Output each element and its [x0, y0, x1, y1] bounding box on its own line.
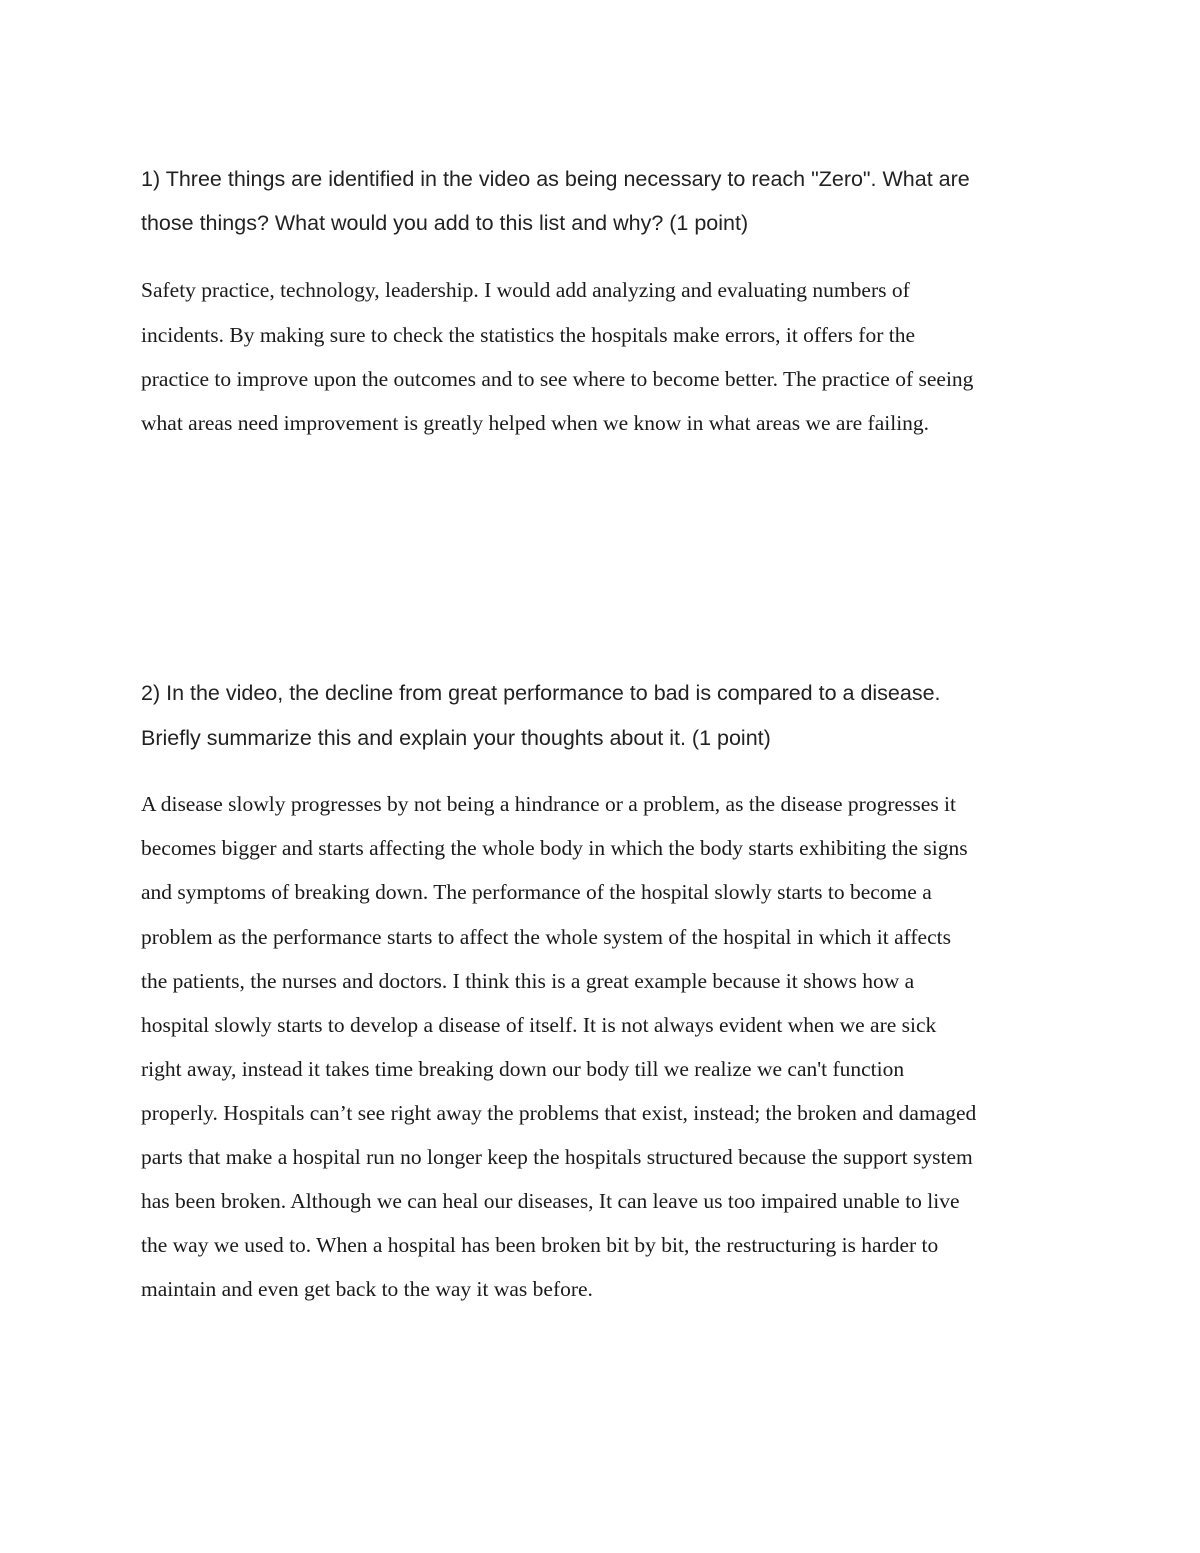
answer-1-line: what areas need improvement is greatly helped when we know in what areas we are failing.: [141, 411, 930, 435]
question-1-line: those things? What would you add to this list and why? (1 point): [141, 211, 749, 235]
question-2-line: Briefly summarize this and explain your thoughts about it. (1 point): [141, 726, 771, 750]
answer-1-line: Safety practice, technology, leadership. I would add analyzing and evaluating numbers of: [141, 278, 910, 302]
answer-2-line: parts that make a hospital run no longer keep the hospitals structured because the support system: [141, 1145, 973, 1169]
answer-1-line: incidents. By making sure to check the statistics the hospitals make errors, it offers for the: [141, 323, 916, 347]
answer-2-line: has been broken. Although we can heal our diseases, It can leave us too impaired unable to live: [141, 1189, 960, 1213]
answer-2-line: right away, instead it takes time breaking down our body till we realize we can't function: [141, 1057, 905, 1081]
answer-2-line: hospital slowly starts to develop a disease of itself. It is not always evident when we are sick: [141, 1013, 937, 1037]
answer-2-line: becomes bigger and starts affecting the whole body in which the body starts exhibiting the signs: [141, 836, 968, 860]
answer-2-line: A disease slowly progresses by not being a hindrance or a problem, as the disease progresses it: [141, 792, 957, 816]
answer-2-line: problem as the performance starts to affect the whole system of the hospital in which it affects: [141, 925, 951, 949]
answer-1-line: practice to improve upon the outcomes and to see where to become better. The practice of seeing: [141, 367, 974, 391]
answer-2-line: the way we used to. When a hospital has been broken bit by bit, the restructuring is harder to: [141, 1233, 939, 1257]
question-1-line: 1) Three things are identified in the video as being necessary to reach "Zero". What are: [141, 167, 970, 191]
answer-2-line: and symptoms of breaking down. The performance of the hospital slowly starts to become a: [141, 880, 932, 904]
answer-2-line: the patients, the nurses and doctors. I think this is a great example because it shows how a: [141, 969, 915, 993]
question-2-line: 2) In the video, the decline from great performance to bad is compared to a disease.: [141, 681, 941, 705]
answer-2-line: properly. Hospitals can’t see right away the problems that exist, instead; the broken and damaged: [141, 1101, 977, 1125]
answer-2-line: maintain and even get back to the way it was before.: [141, 1277, 593, 1301]
